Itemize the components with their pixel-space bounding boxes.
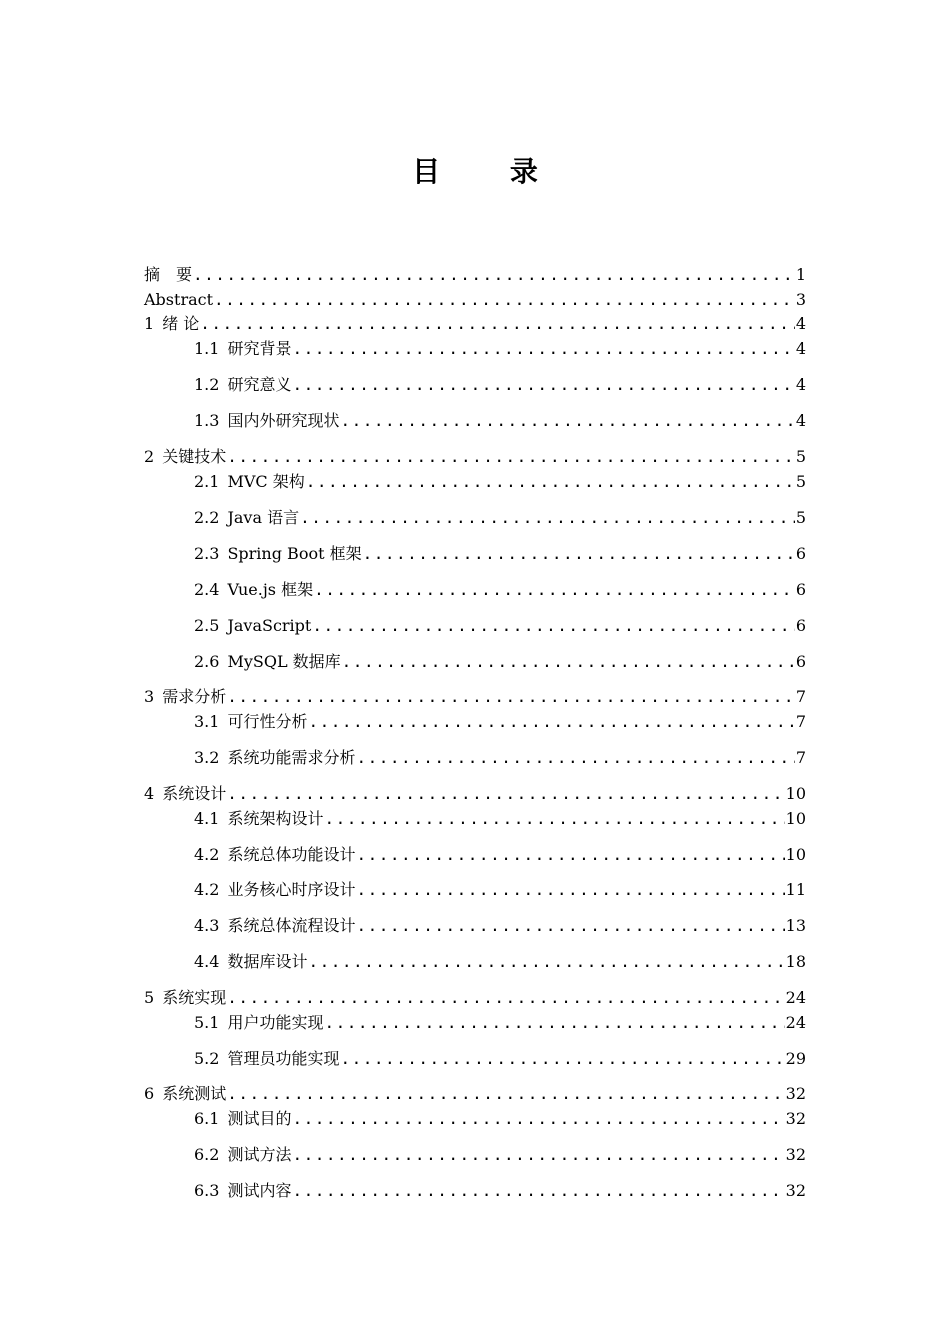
toc-entry-page: 32 (785, 1181, 806, 1200)
toc-dot-leader (292, 1143, 784, 1167)
toc-entry-label: 关键技术 (162, 447, 227, 466)
toc-dot-leader (308, 950, 784, 974)
toc-entry-label: 系统测试 (162, 1084, 227, 1103)
toc-entry-number: 2.6 (194, 652, 220, 671)
toc-entry[interactable] (144, 685, 806, 709)
toc-entry-page: 5 (795, 508, 806, 527)
toc-dot-leader (200, 312, 795, 336)
toc-entry-label: 业务核心时序设计 (227, 880, 356, 899)
toc-dot-leader (356, 914, 784, 938)
toc-dot-leader (292, 337, 794, 361)
toc-entry[interactable] (194, 843, 806, 867)
toc-entry-label: 系统功能需求分析 (227, 748, 356, 767)
toc-entry[interactable] (194, 1179, 806, 1203)
toc-entry-number: 6.2 (194, 1145, 220, 1164)
toc-entry-label: 可行性分析 (227, 712, 308, 731)
toc-entry-label: 研究意义 (227, 375, 292, 394)
toc-entry[interactable] (194, 470, 806, 494)
toc-entry-label: 系统架构设计 (227, 809, 324, 828)
toc-entry[interactable] (144, 263, 806, 287)
toc-entry[interactable] (194, 506, 806, 530)
toc-entry-number: 6 (144, 1084, 155, 1103)
toc-entry[interactable] (144, 986, 806, 1010)
toc-dot-leader (356, 843, 784, 867)
toc-entry[interactable] (144, 445, 806, 469)
toc-entry-number: 6.1 (194, 1109, 220, 1128)
toc-entry-label: JavaScript (227, 616, 312, 635)
toc-entry-label: Spring Boot 框架 (227, 544, 362, 563)
toc-dot-leader (340, 1047, 784, 1071)
toc-dot-leader (227, 1082, 784, 1106)
toc-entry-number: 4.2 (194, 845, 220, 864)
toc-entry-label: MVC 架构 (227, 472, 305, 491)
toc-entry-number: 4 (144, 784, 155, 803)
toc-dot-leader (227, 986, 784, 1010)
toc-entry-number: 4.1 (194, 809, 220, 828)
toc-entry-page: 7 (795, 712, 806, 731)
toc-dot-leader (227, 445, 795, 469)
toc-dot-leader (314, 578, 795, 602)
page-title: 目 录 (412, 155, 568, 188)
toc-entry-label: Java 语言 (227, 508, 300, 527)
toc-dot-leader (227, 782, 784, 806)
toc-entry-number: 6.3 (194, 1181, 220, 1200)
toc-entry-label: 国内外研究现状 (227, 411, 340, 430)
toc-entry-page: 24 (785, 1013, 806, 1032)
toc-entry[interactable] (194, 409, 806, 433)
toc-entry-number: 4.2 (194, 880, 220, 899)
toc-entry-label: 测试方法 (227, 1145, 292, 1164)
toc-entry-number: 1.3 (194, 411, 220, 430)
toc-entry[interactable] (194, 1107, 806, 1131)
toc-dot-leader (193, 263, 795, 287)
toc-entry[interactable] (144, 312, 806, 336)
toc-entry-label: 系统总体功能设计 (227, 845, 356, 864)
toc-dot-leader (342, 650, 795, 674)
toc-entry-page: 1 (795, 265, 806, 284)
toc-entry-number: 2.2 (194, 508, 220, 527)
toc-dot-leader (292, 373, 794, 397)
toc-dot-leader (340, 409, 794, 433)
toc-entry-label: 测试内容 (227, 1181, 292, 1200)
toc-entry[interactable] (194, 1143, 806, 1167)
toc-dot-leader (292, 1179, 784, 1203)
toc-dot-leader (300, 506, 795, 530)
toc-entry-number: 2.3 (194, 544, 220, 563)
toc-entry-label: 管理员功能实现 (227, 1049, 340, 1068)
toc-entry-page: 18 (785, 952, 806, 971)
toc-entry-number: 2.4 (194, 580, 220, 599)
toc-entry-page: 24 (785, 988, 806, 1007)
toc-entry-number: 3.2 (194, 748, 220, 767)
toc-entry-number: 5 (144, 988, 155, 1007)
toc-entry-page: 11 (785, 880, 806, 899)
toc-entry-number: 1.2 (194, 375, 220, 394)
toc-entry-label: Abstract (144, 290, 214, 309)
toc-entry-label: 系统总体流程设计 (227, 916, 356, 935)
toc-entry-label: 数据库设计 (227, 952, 308, 971)
toc-entry-page: 4 (795, 314, 806, 333)
toc-dot-leader (363, 542, 795, 566)
toc-dot-leader (324, 1011, 784, 1035)
toc-entry-page: 32 (785, 1109, 806, 1128)
toc-entry[interactable] (194, 1047, 806, 1071)
toc-entry[interactable] (194, 710, 806, 734)
toc-entry-page: 6 (795, 652, 806, 671)
toc-dot-leader (306, 470, 795, 494)
toc-entry[interactable] (144, 782, 806, 806)
toc-entry-number: 1 (144, 314, 155, 333)
toc-dot-leader (312, 614, 794, 638)
toc-dot-leader (356, 878, 784, 902)
toc-entry[interactable] (194, 950, 806, 974)
toc-entry-number: 2.1 (194, 472, 220, 491)
toc-entry-label: 用户功能实现 (227, 1013, 324, 1032)
toc-entry-page: 5 (795, 472, 806, 491)
toc-entry[interactable] (194, 807, 806, 831)
toc-entry[interactable] (194, 1011, 806, 1035)
toc-entry-label: 测试目的 (227, 1109, 292, 1128)
toc-entry-page: 32 (785, 1145, 806, 1164)
toc-entry-page: 29 (785, 1049, 806, 1068)
toc-entry-page: 10 (785, 809, 806, 828)
toc-entry-page: 10 (785, 784, 806, 803)
toc-entry-label: MySQL 数据库 (227, 652, 341, 671)
toc-entry-page: 5 (795, 447, 806, 466)
toc-entry-number: 5.1 (194, 1013, 220, 1032)
toc-entry-label: 系统设计 (162, 784, 227, 803)
toc-dot-leader (227, 685, 795, 709)
toc-entry-label: 摘 要 (144, 265, 193, 284)
toc-dot-leader (356, 746, 794, 770)
toc-entry[interactable] (194, 746, 806, 770)
toc-entry-label: 需求分析 (162, 687, 227, 706)
toc-entry[interactable] (194, 542, 806, 566)
toc-entry[interactable] (194, 878, 806, 902)
toc-entry[interactable] (194, 337, 806, 361)
toc-entry-page: 6 (795, 580, 806, 599)
toc-entry-number: 1.1 (194, 339, 220, 358)
toc-entry-page: 4 (795, 339, 806, 358)
toc-dot-leader (324, 807, 784, 831)
toc-entry[interactable] (194, 578, 806, 602)
toc-entry-number: 4.3 (194, 916, 220, 935)
toc-entry[interactable] (144, 288, 806, 312)
toc-entry-page: 4 (795, 375, 806, 394)
toc-entry-label: 绪 论 (162, 314, 200, 333)
toc-entry-page: 6 (795, 544, 806, 563)
toc-entry-number: 5.2 (194, 1049, 220, 1068)
toc-entry-number: 3.1 (194, 712, 220, 731)
toc-entry-page: 7 (795, 687, 806, 706)
toc-entry-page: 3 (795, 290, 806, 309)
toc-entry-page: 13 (785, 916, 806, 935)
toc-dot-leader (214, 288, 795, 312)
toc-entry-label: 系统实现 (162, 988, 227, 1007)
toc-entry-number: 2.5 (194, 616, 220, 635)
toc-entry[interactable] (144, 1082, 806, 1106)
toc-entry-page: 10 (785, 845, 806, 864)
toc-entry[interactable] (194, 373, 806, 397)
toc-entry[interactable] (194, 914, 806, 938)
toc-entry-page: 7 (795, 748, 806, 767)
toc-entry-page: 6 (795, 616, 806, 635)
toc-entry-number: 2 (144, 447, 155, 466)
toc-entry-page: 32 (785, 1084, 806, 1103)
toc-entry-label: Vue.js 框架 (227, 580, 314, 599)
toc-entry-number: 3 (144, 687, 155, 706)
toc-dot-leader (308, 710, 794, 734)
toc-entry-number: 4.4 (194, 952, 220, 971)
toc-entry[interactable] (194, 614, 806, 638)
toc-entry-label: 研究背景 (227, 339, 292, 358)
toc-entry[interactable] (194, 650, 806, 674)
toc-entry-page: 4 (795, 411, 806, 430)
toc-dot-leader (292, 1107, 784, 1131)
